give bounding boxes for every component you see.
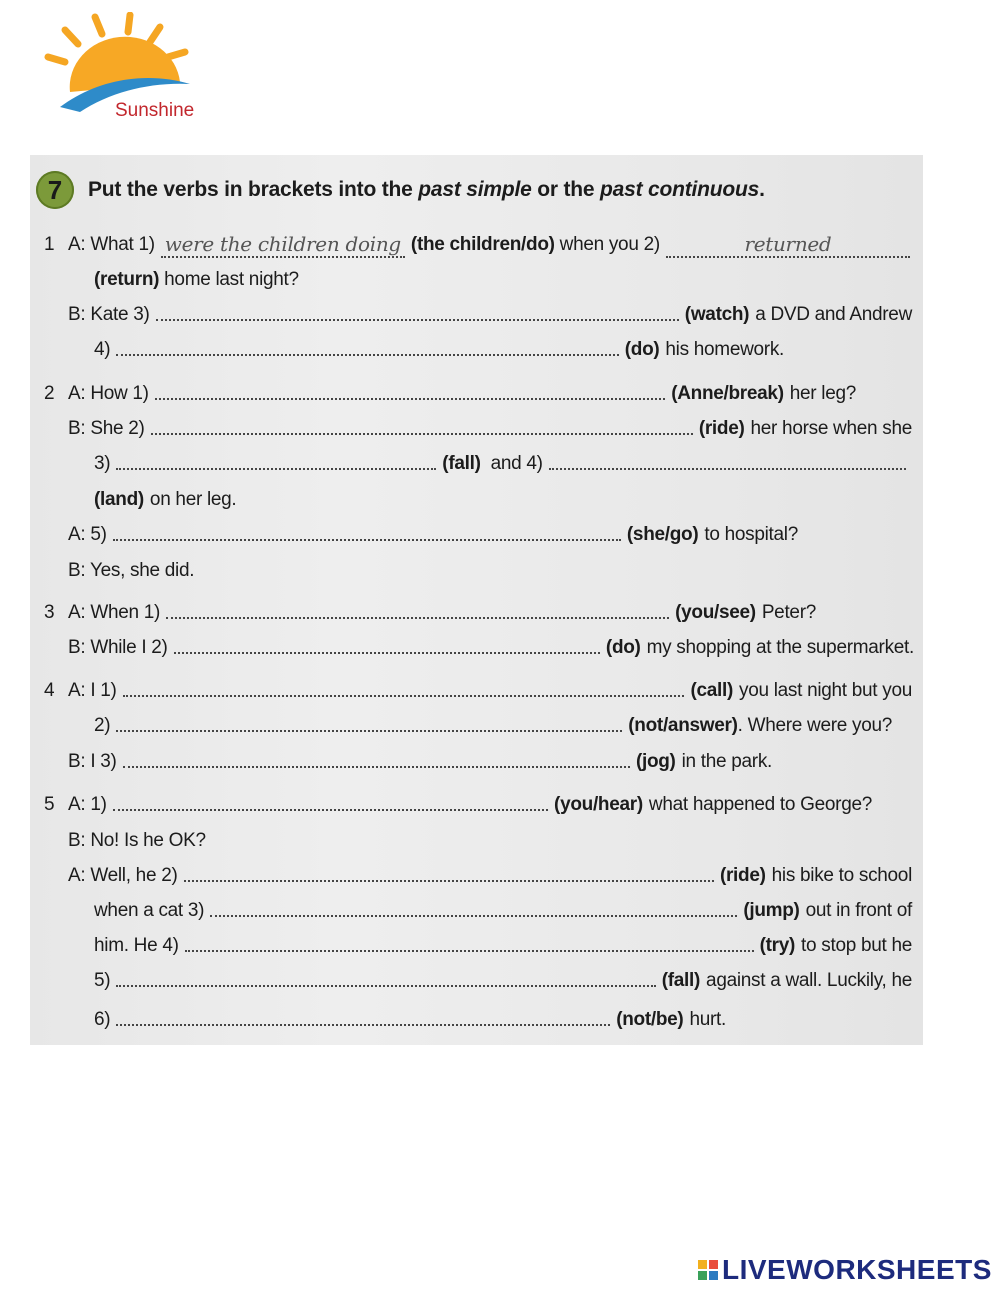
q5-line-3: A: Well, he 2) (ride) his bike to school — [68, 865, 912, 886]
q5-line-5: him. He 4) (try) to stop but he — [94, 935, 912, 956]
q5-line-7: 6) (not/be) hurt. — [94, 1009, 726, 1030]
q5-line-6: 5) (fall) against a wall. Luckily, he — [94, 970, 912, 991]
exercise-header — [36, 170, 765, 210]
q4-line-3: B: I 3) (jog) in the park. — [68, 751, 772, 772]
brand-name: Sunshine — [115, 100, 195, 121]
answer-field[interactable] — [174, 652, 600, 654]
exercise-number-badge: 7 — [36, 171, 74, 209]
q5-line-4: when a cat 3) (jump) out in front of — [94, 900, 912, 921]
liveworksheets-logo — [698, 1254, 992, 1286]
liveworksheets-brand: LIVEWORKSHEETS — [722, 1254, 992, 1285]
answer-field[interactable] — [116, 985, 655, 987]
sun-wave-icon — [48, 15, 190, 112]
answer-field[interactable] — [116, 1024, 610, 1026]
q5-line-2: B: No! Is he OK? — [68, 830, 206, 851]
exercise-instructions: Put the verbs in brackets into the past simple or the past continuous. — [88, 178, 765, 201]
answer-field[interactable] — [549, 468, 906, 470]
answer-field[interactable] — [113, 539, 621, 541]
answer-field[interactable] — [184, 880, 714, 882]
answer-field[interactable] — [123, 695, 685, 697]
q4-line-1: A: I 1) (call) you last night but you — [68, 680, 912, 701]
question-number: 2 — [44, 383, 55, 404]
question-number: 1 — [44, 234, 55, 255]
q2-line-6: B: Yes, she did. — [68, 560, 195, 581]
answer-field[interactable] — [116, 468, 436, 470]
q1-line-4: 4) (do) his homework. — [94, 339, 784, 360]
answer-field[interactable] — [116, 354, 618, 356]
q1-line-2: (return) home last night? — [94, 269, 299, 290]
q3-line-1: A: When 1) (you/see) Peter? — [68, 602, 816, 623]
answer-field[interactable] — [210, 915, 737, 917]
answer-field[interactable] — [156, 319, 679, 321]
q2-line-5: A: 5) (she/go) to hospital? — [68, 524, 798, 545]
answer-field[interactable] — [151, 433, 693, 435]
answer-field[interactable]: returned — [666, 232, 910, 258]
q2-line-4: (land) on her leg. — [94, 489, 237, 510]
q1-line-1: A: What 1) were the children doing (the children/do) when you 2) returned — [68, 230, 910, 260]
question-number: 5 — [44, 794, 55, 815]
question-number: 3 — [44, 602, 55, 623]
q2-line-1: A: How 1) (Anne/break) her leg? — [68, 383, 856, 404]
sunshine-logo — [40, 12, 210, 132]
q2-line-2: B: She 2) (ride) her horse when she — [68, 418, 912, 439]
answer-field[interactable] — [185, 950, 754, 952]
answer-field[interactable] — [123, 766, 630, 768]
liveworksheets-icon — [698, 1260, 718, 1280]
answer-field[interactable] — [113, 809, 548, 811]
q4-line-2: 2) (not/answer) . Where were you? — [94, 715, 892, 736]
answer-field[interactable] — [116, 730, 622, 732]
q2-line-3: 3) (fall) and 4) — [94, 449, 912, 479]
answer-field[interactable]: were the children doing — [161, 232, 405, 258]
answer-field[interactable] — [166, 617, 669, 619]
q1-line-3: B: Kate 3) (watch) a DVD and Andrew — [68, 304, 912, 325]
q5-line-1: A: 1) (you/hear) what happened to George? — [68, 794, 872, 815]
question-number: 4 — [44, 680, 55, 701]
answer-field[interactable] — [155, 398, 665, 400]
q3-line-2: B: While I 2) (do) my shopping at the supermarket. — [68, 637, 914, 658]
